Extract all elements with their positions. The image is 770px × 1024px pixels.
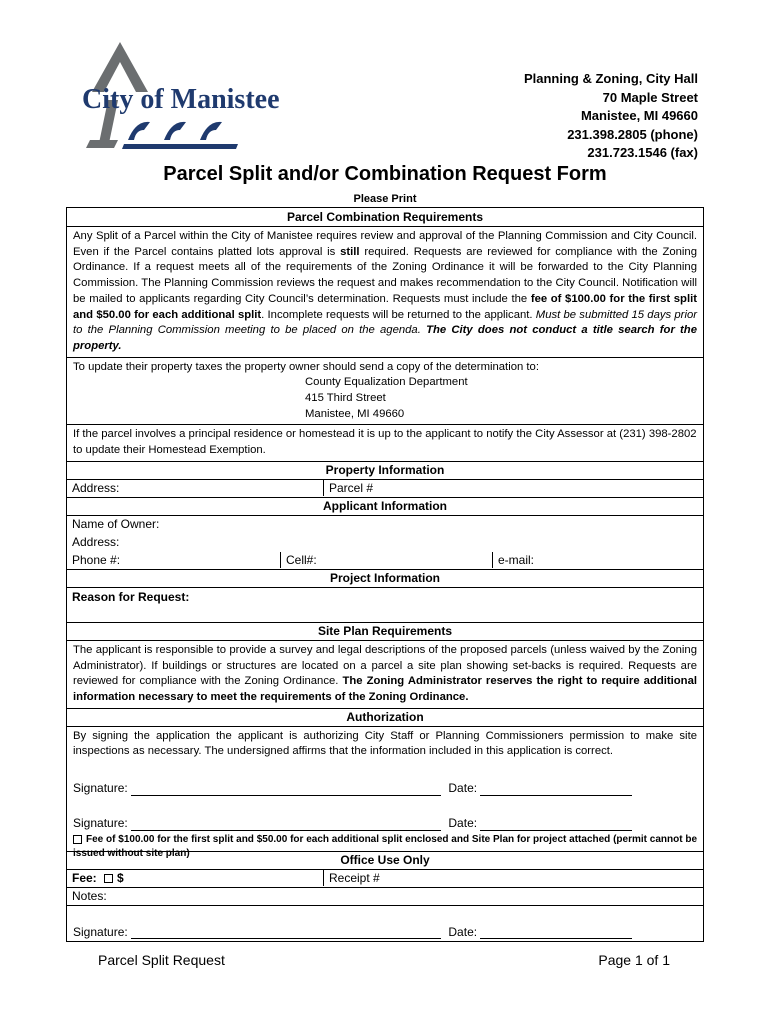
address-line: Manistee, MI 49660 xyxy=(580,108,698,124)
section-heading: Property Information xyxy=(325,463,445,478)
site-plan-text-block xyxy=(67,640,703,708)
fee-note-text: Fee of $100.00 for the first split and $50.00 for each additional split enclosed and Site Plan for project attached (permit cannot be issued without site plan) xyxy=(73,833,697,859)
owner-row xyxy=(67,515,703,533)
date-input[interactable] xyxy=(480,781,632,796)
dollar-sign: $ xyxy=(117,871,124,886)
section-heading: Authorization xyxy=(346,710,424,725)
section-heading: Applicant Information xyxy=(323,499,447,514)
date-label: Date: xyxy=(448,924,478,939)
fee-row xyxy=(67,869,703,887)
date-input[interactable] xyxy=(480,816,632,831)
office-signature-input[interactable] xyxy=(131,924,441,939)
notes-row xyxy=(67,887,703,905)
office-address xyxy=(524,70,698,163)
signature-label: Signature: xyxy=(73,924,128,939)
county-line: 415 Third Street xyxy=(305,392,386,405)
section-header-site-plan xyxy=(67,622,703,640)
homestead-text-block xyxy=(67,424,703,460)
fee-field[interactable] xyxy=(67,870,323,886)
reason-field[interactable]: Reason for Request: xyxy=(72,589,190,604)
cell-field[interactable]: Cell#: xyxy=(280,552,492,568)
section-heading: Parcel Combination Requirements xyxy=(286,210,484,224)
fee-checkbox[interactable] xyxy=(73,835,82,844)
text-bold: still xyxy=(340,245,360,258)
text: Any Split of a Parcel within the City of Manistee requires review and approval of the Planning Commission and City Council. Even if the Parcel contains platted lots approval is xyxy=(73,230,697,258)
authorization-block xyxy=(67,726,703,859)
section-header-project xyxy=(67,569,703,587)
text: required. Requests are reviewed for compliance with the Zoning Ordinance. If a request meets all of the requirements of the Zoning Ordinance it will be forwarded to the City Planning Commission. The Planning Commission reviews the request and makes recommendation to the City Council. Notification will be mailed to applicants regarding City Council’s determination. Requests must include the xyxy=(73,245,697,305)
date-label: Date: xyxy=(448,815,478,830)
section-heading: Site Plan Requirements xyxy=(317,624,453,639)
section-header-combination xyxy=(67,208,703,226)
county-intro: To update their property taxes the property owner should send a copy of the determination to: xyxy=(73,360,539,373)
address-line: 231.398.2805 (phone) xyxy=(567,126,698,142)
notes-field[interactable]: Notes: xyxy=(72,889,107,904)
section-heading: Project Information xyxy=(329,571,440,586)
date-label: Date: xyxy=(448,780,478,795)
logo-text: City of Manistee xyxy=(82,84,280,115)
signature-label: Signature: xyxy=(73,815,128,830)
form-subtitle: Please Print xyxy=(353,193,417,205)
office-signature-row xyxy=(67,905,703,941)
section-header-property xyxy=(67,461,703,479)
fee-note xyxy=(73,833,697,861)
signature-input[interactable] xyxy=(131,781,441,796)
applicant-address-row xyxy=(67,533,703,551)
form-title: Parcel Split and/or Combination Request Form xyxy=(163,163,607,185)
section-heading: Office Use Only xyxy=(340,853,430,868)
footer-title: Parcel Split Request xyxy=(98,952,225,968)
signature-input[interactable] xyxy=(131,816,441,831)
office-date-input[interactable] xyxy=(480,924,632,939)
property-address-field[interactable]: Address: xyxy=(72,481,120,496)
text-bold: fee of $100.00 for the first split and $50.00 for each additional split xyxy=(73,292,697,321)
text-italic: Must be submitted 15 days prior to the Planning Commission meeting to be placed on the agenda. xyxy=(73,308,697,337)
fee-paid-checkbox[interactable] xyxy=(104,874,113,883)
property-row xyxy=(67,479,703,497)
page-number: Page 1 of 1 xyxy=(598,952,670,968)
text-bold: The Zoning Administrator reserves the right to require additional information necessary to meet the requirements of the Zoning Ordinance. xyxy=(73,675,697,703)
authorization-text: By signing the application the applicant is authorizing City Staff or Planning Commissioners permission to make site inspections as necessary. The undersigned affirms that the information included in this application is correct. xyxy=(73,729,697,758)
county-text-block xyxy=(67,357,703,425)
signature-line-2 xyxy=(73,816,632,832)
parcel-number-field[interactable]: Parcel # xyxy=(323,480,703,496)
section-header-authorization xyxy=(67,708,703,726)
county-line: County Equalization Department xyxy=(305,376,468,389)
fee-label: Fee: xyxy=(72,871,97,886)
signature-line-1 xyxy=(73,781,632,797)
combination-text-block xyxy=(67,226,703,357)
email-field[interactable]: e-mail: xyxy=(492,552,703,568)
request-form xyxy=(66,207,704,942)
contact-row xyxy=(67,551,703,569)
applicant-address-field[interactable]: Address: xyxy=(72,534,120,549)
section-header-applicant xyxy=(67,497,703,515)
text: . Incomplete requests will be returned to the applicant. xyxy=(261,308,536,321)
address-line: 231.723.1546 (fax) xyxy=(587,145,698,161)
county-line: Manistee, MI 49660 xyxy=(305,407,405,420)
address-line: Planning & Zoning, City Hall xyxy=(523,71,698,86)
receipt-field[interactable]: Receipt # xyxy=(323,870,703,886)
owner-name-field[interactable]: Name of Owner: xyxy=(72,517,160,532)
address-line: 70 Maple Street xyxy=(602,89,698,105)
text: The applicant is responsible to provide a survey and legal descriptions of the proposed parcels (unless waived by the Zoning Administrator). If buildings or structures are located on a parcel a site plan showing set-backs is required. Requests are reviewed for compliance with the Zoning Ordinance. xyxy=(73,643,697,688)
text-bold-italic: The City does not conduct a title search for the property. xyxy=(73,324,697,352)
office-signature-line xyxy=(73,924,632,939)
reason-row xyxy=(67,587,703,622)
city-logo xyxy=(78,40,298,155)
signature-label: Signature: xyxy=(73,780,128,795)
homestead-text: If the parcel involves a principal residence or homestead it is up to the applicant to notify the City Assessor at (231) 398-2802 to update their Homestead Exemption. xyxy=(73,428,697,457)
phone-field[interactable]: Phone #: xyxy=(72,552,121,567)
